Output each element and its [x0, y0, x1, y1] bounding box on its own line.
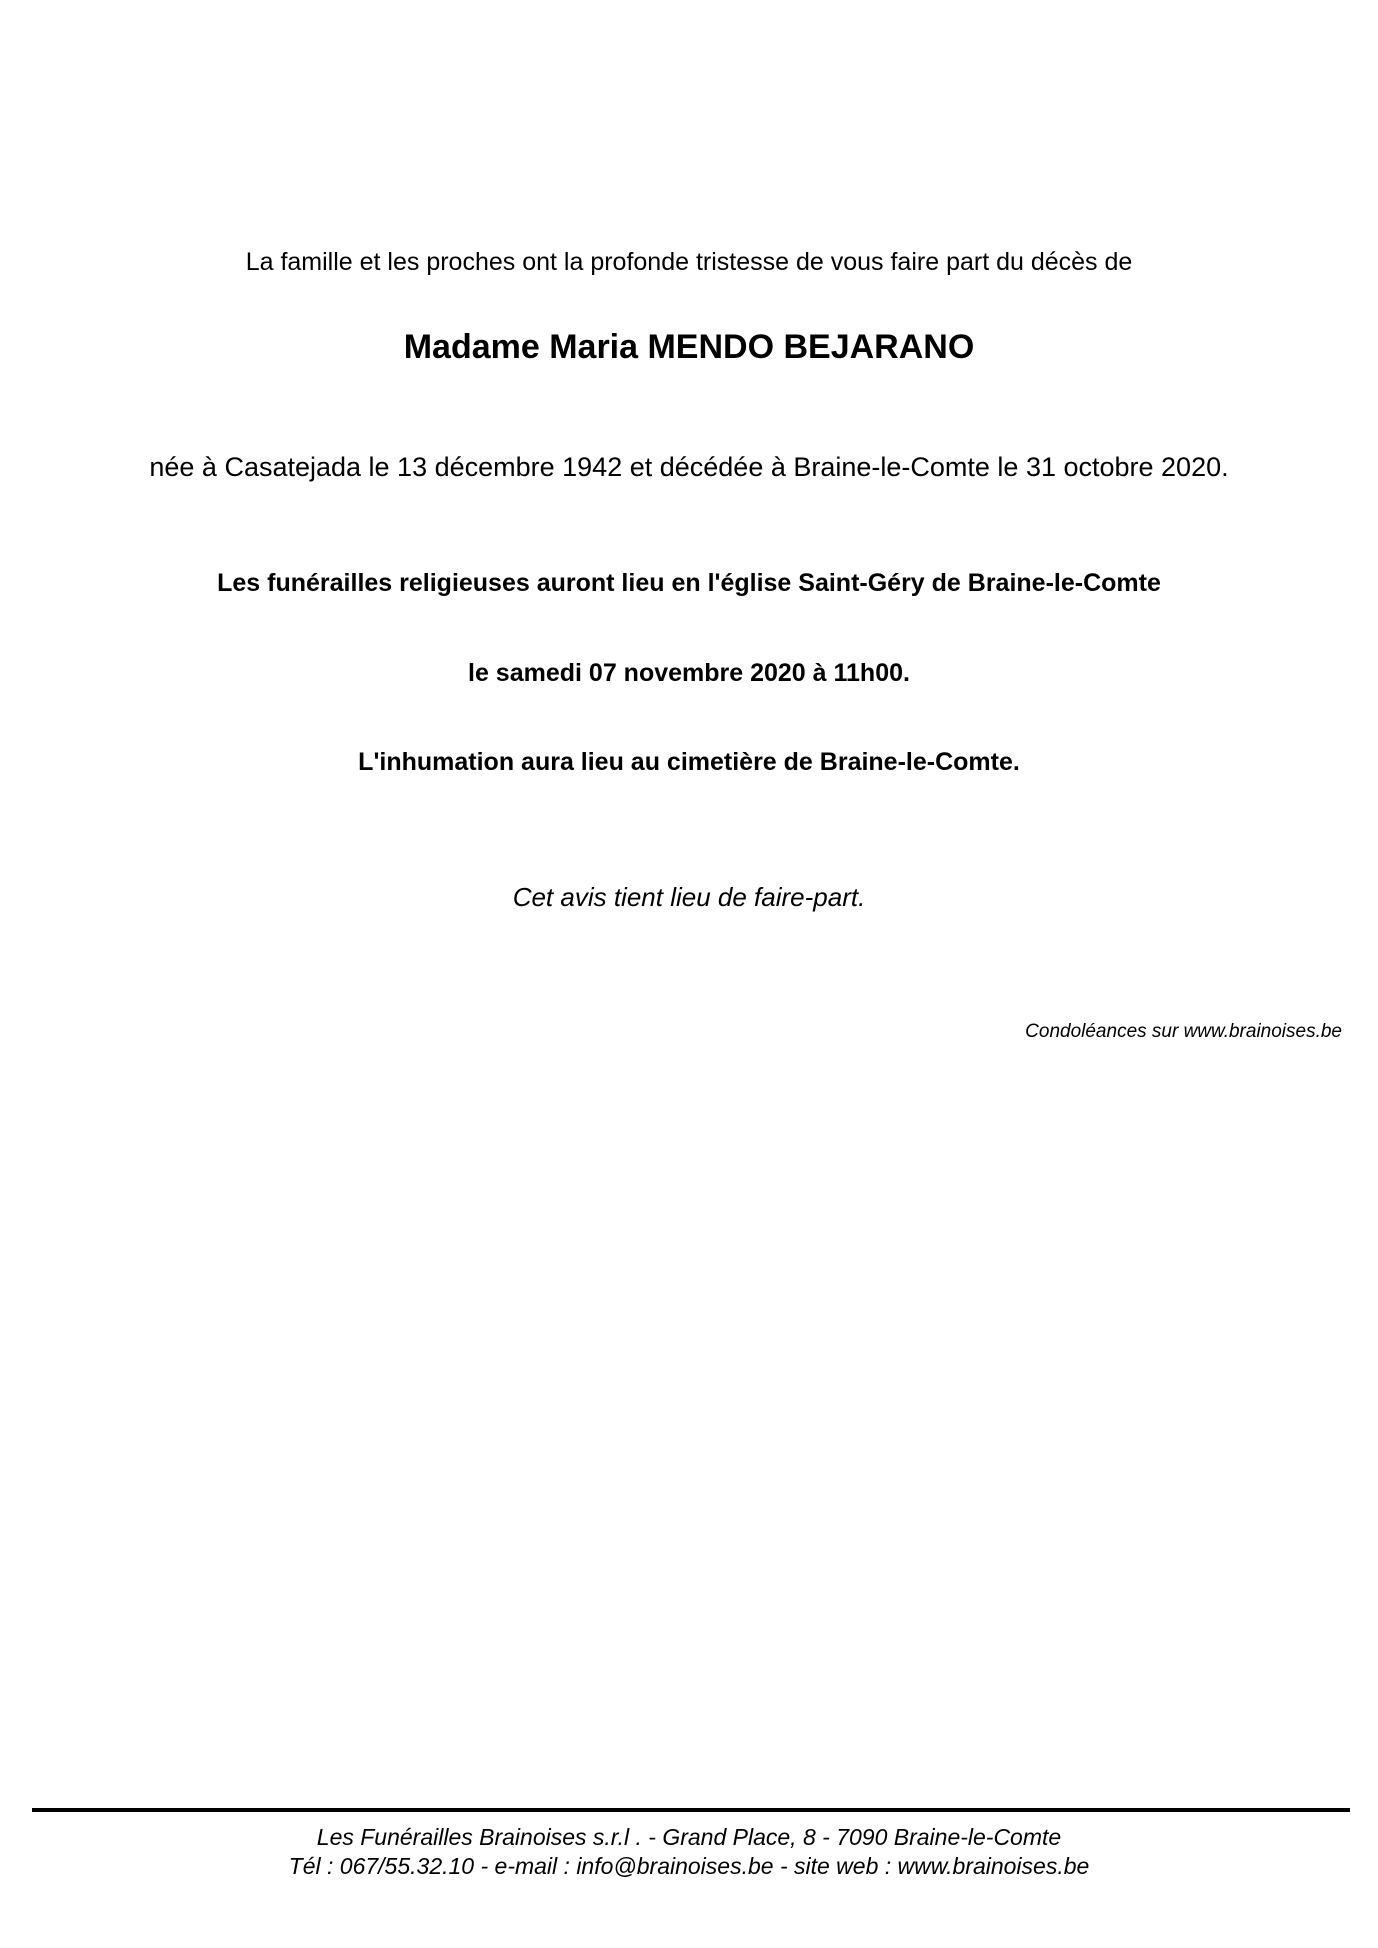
funeral-location: Les funérailles religieuses auront lieu en l'église Saint-Géry de Braine-le-Comte	[217, 569, 1161, 597]
deceased-name: Madame Maria MENDO BEJARANO	[403, 328, 975, 366]
birth-death-text: née à Casatejada le 13 décembre 1942 et décédée à Braine-le-Comte le 31 octobre 2020.	[149, 452, 1229, 482]
intro-text: La famille et les proches ont la profonde tristesse de vous faire part du décès de	[245, 248, 1133, 276]
condolences-text: Condoléances sur www.brainoises.be	[1025, 1021, 1342, 1042]
burial-text: L'inhumation aura lieu au cimetière de Braine-le-Comte.	[358, 748, 1020, 776]
footer-divider	[32, 1808, 1350, 1812]
footer-contact: Tél : 067/55.32.10 - e-mail : info@brainoises.be - site web : www.brainoises.be	[288, 1853, 1090, 1879]
footer-address: Les Funérailles Brainoises s.r.l . - Grand Place, 8 - 7090 Braine-le-Comte	[316, 1824, 1062, 1850]
notice-text: Cet avis tient lieu de faire-part.	[512, 882, 866, 912]
funeral-date: le samedi 07 novembre 2020 à 11h00.	[468, 659, 910, 687]
